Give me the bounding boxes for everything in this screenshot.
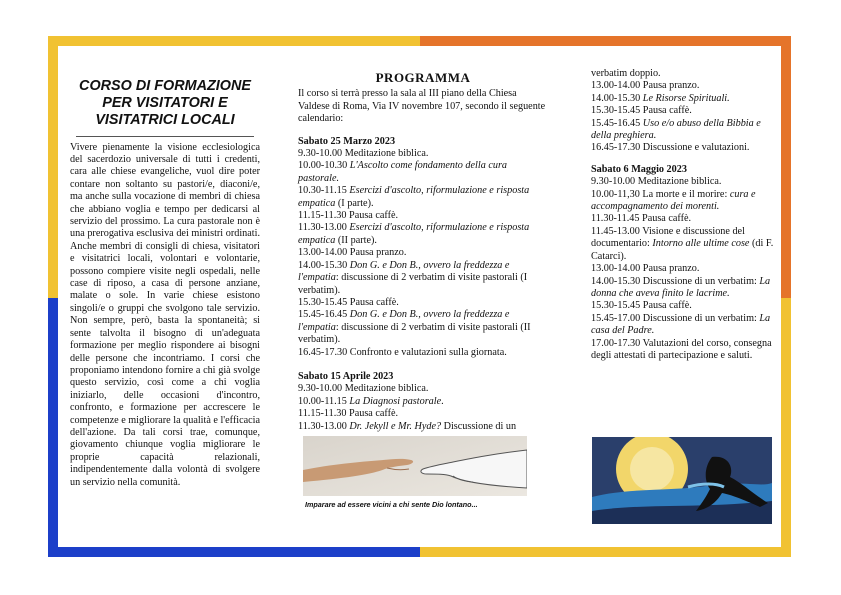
day2-date: Sabato 15 Aprile 2023: [298, 370, 394, 382]
program-intro: Il corso si terrà presso la sala al III piano della Chiesa Valdese di Roma, Via IV novembre 107, secondo il seguente calendario:: [298, 88, 546, 125]
schedule-plain: verbatim doppio.: [591, 68, 661, 79]
day3-schedule: [591, 176, 781, 362]
schedule-time: 11.15-11.30: [298, 210, 350, 222]
schedule-after: (I parte).: [335, 197, 374, 209]
schedule-italic: La casa del Padre.: [591, 312, 771, 337]
frame-right-bottom: [781, 298, 791, 557]
schedule-item: [298, 297, 548, 309]
schedule-item: [298, 260, 548, 297]
schedule-italic: Esercizi d'ascolto, riformulazione e risposta empatica: [298, 185, 530, 209]
schedule-after: Discussione di un: [441, 420, 517, 432]
schedule-plain: Pausa caffè.: [642, 105, 692, 117]
schedule-item: [298, 160, 548, 185]
schedule-time: 11.30-13.00: [298, 420, 350, 432]
schedule-item: [298, 148, 548, 160]
schedule-after: (di F. Catarci).: [591, 238, 774, 262]
schedule-time: 16.45-17.30: [591, 142, 643, 154]
left-column: [70, 72, 260, 489]
schedule-item: [298, 210, 548, 222]
frame-top-right: [420, 36, 791, 46]
schedule-item: [298, 247, 548, 259]
schedule-item: [591, 276, 781, 301]
schedule-time: 17.00-17.30: [591, 337, 643, 349]
schedule-item: [298, 309, 548, 346]
hands-image: [303, 436, 527, 496]
schedule-item: [298, 421, 548, 433]
schedule-plain: La morte e il morire:: [642, 188, 730, 200]
day3-date: Sabato 6 Maggio 2023: [591, 163, 687, 175]
schedule-item: [591, 105, 781, 117]
schedule-plain: Discussione e valutazioni.: [642, 142, 750, 154]
schedule-plain: Valutazioni del corso, consegna degli attestati di partecipazione e saluti.: [591, 337, 772, 361]
frame-bottom-left: [48, 547, 420, 557]
schedule-time: 10.30-11.15: [298, 185, 350, 197]
schedule-item: [298, 396, 548, 408]
schedule-italic: La donna che aveva finito le lacrime.: [591, 275, 771, 299]
schedule-after: : discussione di 2 verbatim di visite pastorali (II verbatim).: [298, 321, 531, 346]
schedule-plain: Pausa pranzo.: [642, 80, 700, 92]
schedule-italic: Dr. Jekyll e Mr. Hyde?: [349, 420, 442, 432]
schedule-time: 15.45-16.45: [298, 309, 350, 321]
schedule-italic: Uso e/o abuso della Bibbia e della preghiera.: [591, 117, 761, 142]
schedule-time: 14.00-15.30: [591, 275, 643, 287]
schedule-plain: Discussione di un verbatim:: [642, 312, 760, 324]
schedule-time: 13.00-14.00: [591, 263, 643, 275]
schedule-time: 10.00-11,30: [591, 188, 643, 200]
schedule-time: 10.00-11.15: [298, 395, 350, 407]
day2-schedule: [298, 383, 548, 433]
day2-schedule-continued: [591, 68, 781, 155]
schedule-plain: Meditazione biblica.: [344, 148, 429, 160]
schedule-time: 13.00-14.00: [298, 247, 350, 259]
schedule-time: 11.30-11.45: [591, 213, 643, 225]
schedule-time: 10.00-10.30: [298, 160, 350, 172]
schedule-italic: La Diagnosi pastorale: [349, 395, 442, 407]
schedule-time: 11.45-13.00: [591, 225, 643, 237]
schedule-plain: Confronto e valutazioni sulla giornata.: [349, 346, 507, 358]
intro-paragraph: Vivere pienamente la visione ecclesiologica del sacerdozio universale di tutti i credenti, cara alle chiese evangeliche, vuol dire poter contare non soltanto su pastori/e, diaconi/e, ma anche sulla vocazione di membri di chiesa che abbiano voglia e tempo per dedicarsi al servizio del prossimo. La cura pastorale non è una prerogativa esclusiva dei ministri ordinati. Anche membri di consigli di chiesa, visitatori e visitatrici locali, volontari e volontarie, possono compiere visite negli ospedali, nelle case di riposo, a casa di persone anziane, malate o sole. In varie chiese esistono singoli/e o gruppi che svolgono tale servizio. Non sempre, però, basta la spontaneità; si sente talvolta il bisogno di un'adeguata formazione per meglio rispondere ai bisogni delle persone che incontriamo. I corsi che proponiamo intendono fornire a chi già svolge questo servizio, così come a chi voglia iniziarlo, delle occasioni d'incontro, confronto, e formazione per accrescere le competenze e migliorare la qualità e l'efficacia dell'azione. Da tali corsi trae, comunque, giovamento chiunque voglia migliorare le proprie capacità relazionali, indipendentemente dalla volontà di svolgere un servizio nella comunità.: [70, 141, 261, 488]
schedule-plain: Pausa caffè.: [349, 210, 399, 222]
schedule-time: 11.30-13.00: [298, 222, 350, 234]
schedule-item: [298, 185, 548, 210]
schedule-plain: Discussione di un verbatim:: [642, 275, 760, 287]
frame-right-top: [781, 36, 791, 298]
frame-top-left: [48, 36, 420, 46]
schedule-time: 11.15-11.30: [298, 408, 350, 420]
schedule-time: 15.30-15.45: [298, 296, 350, 308]
schedule-item: [591, 176, 781, 188]
schedule-item: [298, 383, 548, 395]
schedule-italic: Don G. e Don B., ovvero la freddezza e l'empatia: [298, 309, 510, 333]
painting-image: [592, 437, 772, 524]
schedule-item: [298, 222, 548, 247]
schedule-item: [591, 118, 781, 143]
schedule-item: [591, 93, 781, 105]
schedule-italic: Don G. e Don B., ovvero la freddezza e l'empatia: [298, 259, 510, 284]
schedule-plain: Meditazione biblica.: [344, 383, 429, 395]
right-column: [591, 68, 781, 362]
schedule-italic: cura e accompagnamento dei morenti.: [591, 188, 756, 213]
schedule-item: [298, 408, 548, 420]
schedule-time: 14.00-15.30: [298, 259, 350, 271]
schedule-plain: Pausa caffè.: [642, 300, 692, 312]
schedule-time: 15.30-15.45: [591, 105, 643, 117]
schedule-time: 9.30-10.00: [298, 383, 345, 395]
schedule-italic: Intorno alle ultime cose: [652, 238, 750, 250]
schedule-plain: Pausa caffè.: [642, 213, 692, 225]
frame-bottom-right: [420, 547, 791, 557]
course-title: CORSO DI FORMAZIONE PER VISITATORI E VISITATRICI LOCALI: [79, 78, 251, 129]
schedule-time: 13.00-14.00: [591, 80, 643, 92]
schedule-item: [591, 80, 781, 92]
schedule-item: [591, 313, 781, 338]
schedule-plain: Meditazione biblica.: [637, 176, 722, 188]
schedule-time: 15.45-16.45: [591, 117, 643, 129]
schedule-plain: Pausa pranzo.: [642, 263, 700, 275]
schedule-after: .: [441, 395, 444, 407]
image-caption: Imparare ad essere vicini a chi sente Dio lontano...: [305, 500, 478, 509]
schedule-time: 15.30-15.45: [591, 300, 643, 312]
schedule-item: [591, 213, 781, 225]
day1-date: Sabato 25 Marzo 2023: [298, 135, 396, 147]
schedule-plain: Pausa caffè.: [349, 296, 399, 308]
schedule-time: 14.00-15.30: [591, 92, 643, 104]
schedule-italic: Le Risorse Spirituali.: [642, 92, 730, 104]
schedule-time: 9.30-10.00: [591, 176, 638, 188]
schedule-time: 16.45-17.30: [298, 346, 350, 358]
schedule-item: [591, 338, 781, 363]
schedule-item: [591, 142, 781, 154]
schedule-item: [591, 300, 781, 312]
schedule-plain: Pausa pranzo.: [349, 247, 407, 259]
frame-left-top: [48, 36, 58, 298]
title-divider: [76, 136, 254, 137]
schedule-item: [591, 263, 781, 275]
schedule-item: [591, 68, 781, 80]
schedule-after: (II parte).: [335, 234, 377, 246]
schedule-plain: Visione e discussione del documentario:: [591, 225, 745, 250]
schedule-item: [591, 226, 781, 263]
schedule-italic: L'Ascolto come fondamento della cura pastorale.: [298, 160, 508, 184]
day1-schedule: [298, 148, 548, 359]
schedule-item: [298, 347, 548, 359]
program-title: PROGRAMMA: [375, 70, 471, 85]
schedule-time: 9.30-10.00: [298, 148, 345, 160]
schedule-plain: Pausa caffè.: [349, 408, 399, 420]
frame-left-bottom: [48, 298, 58, 557]
middle-column: [298, 72, 548, 433]
schedule-item: [591, 189, 781, 214]
schedule-italic: Esercizi d'ascolto, riformulazione e risposta empatica: [298, 222, 530, 246]
schedule-after: : discussione di 2 verbatim di visite pastorali (I verbatim).: [298, 272, 528, 296]
schedule-time: 15.45-17.00: [591, 312, 643, 324]
